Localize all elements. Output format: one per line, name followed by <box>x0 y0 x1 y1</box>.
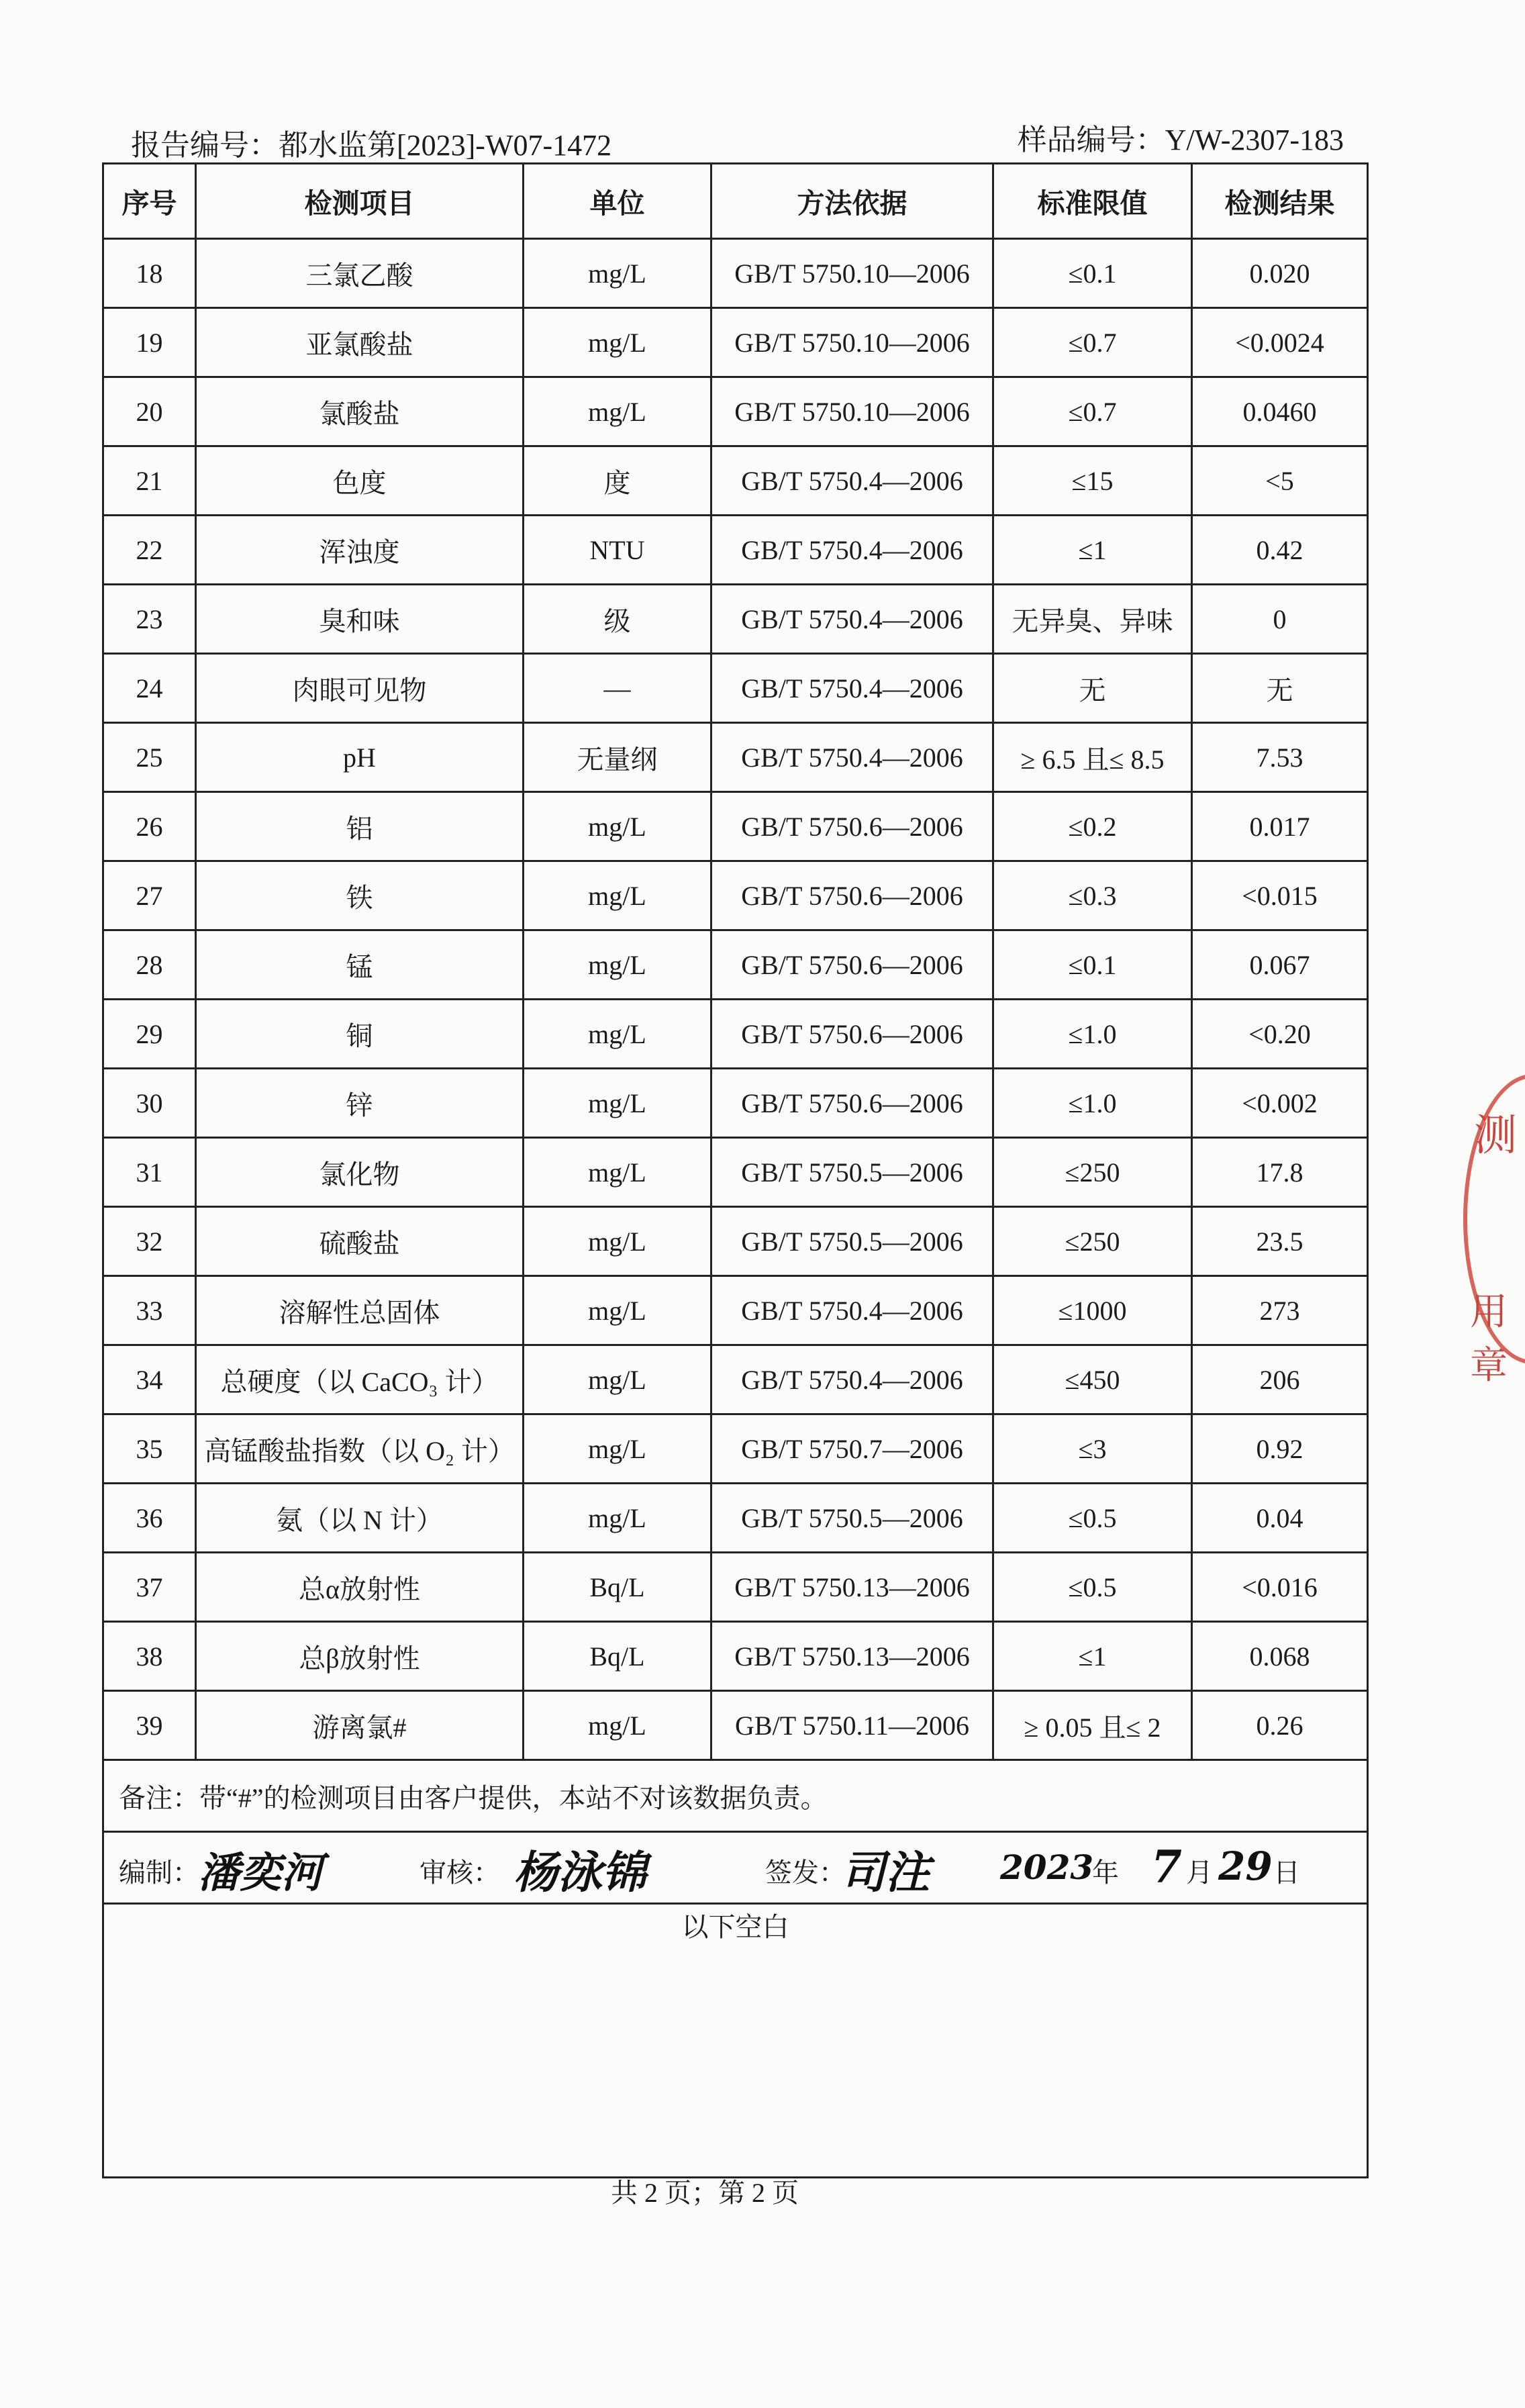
cell-item: 锰 <box>196 930 524 1000</box>
cell-item: 铜 <box>196 1000 524 1069</box>
cell-item: 浑浊度 <box>196 516 524 585</box>
table-row <box>103 1484 1368 1553</box>
cell-method: GB/T 5750.10—2006 <box>711 377 993 446</box>
cell-limit: ≤1000 <box>993 1276 1192 1345</box>
cell-result: <0.0024 <box>1192 308 1368 377</box>
cell-limit: 无异臭、异味 <box>993 585 1192 654</box>
cell-result: 17.8 <box>1192 1138 1368 1207</box>
cell-method: GB/T 5750.13—2006 <box>711 1553 993 1622</box>
table-row <box>103 1691 1368 1760</box>
table-row <box>103 446 1368 516</box>
cell-result: <0.002 <box>1192 1069 1368 1138</box>
table-row <box>103 792 1368 861</box>
cell-no: 18 <box>103 239 196 308</box>
cell-no: 25 <box>103 723 196 792</box>
cell-no: 26 <box>103 792 196 861</box>
cell-method: GB/T 5750.10—2006 <box>711 239 993 308</box>
cell-method: GB/T 5750.7—2006 <box>711 1414 993 1484</box>
cell-item: 锌 <box>196 1069 524 1138</box>
cell-method: GB/T 5750.6—2006 <box>711 861 993 930</box>
cell-unit: 度 <box>524 446 711 516</box>
table-row <box>103 861 1368 930</box>
cell-unit: mg/L <box>524 1000 711 1069</box>
table-row <box>103 1414 1368 1484</box>
cell-result: 206 <box>1192 1345 1368 1414</box>
sample-number: 样品编号：Y/W-2307-183 <box>1017 124 1344 156</box>
cell-unit: mg/L <box>524 861 711 930</box>
cell-result: 0.020 <box>1192 239 1368 308</box>
cell-result: 0.42 <box>1192 516 1368 585</box>
stamp-text-top: 测 <box>1474 1111 1517 1161</box>
cell-item: 高锰酸盐指数（以 O₂ 计） <box>196 1414 524 1484</box>
cell-item: pH <box>196 723 524 792</box>
cell-result: 0.068 <box>1192 1622 1368 1691</box>
cell-no: 34 <box>103 1345 196 1414</box>
date-month-suffix: 月 <box>1186 1858 1213 1888</box>
cell-limit: ≤0.7 <box>993 308 1192 377</box>
notes-row <box>103 1760 1368 1832</box>
reviewer-signature: 杨泳锦 <box>513 1846 646 1898</box>
cell-limit: 无 <box>993 654 1192 723</box>
cell-item: 氯酸盐 <box>196 377 524 446</box>
cell-limit: ≤1.0 <box>993 1000 1192 1069</box>
reviewer-label: 审核： <box>420 1858 500 1888</box>
cell-method: GB/T 5750.6—2006 <box>711 1069 993 1138</box>
cell-limit: ≤3 <box>993 1414 1192 1484</box>
cell-unit: mg/L <box>524 792 711 861</box>
cell-limit: ≥ 0.05 且≤ 2 <box>993 1691 1192 1760</box>
report-number: 报告编号：都水监第[2023]-W07-1472 <box>131 129 612 162</box>
cell-limit: ≤1 <box>993 516 1192 585</box>
cell-method: GB/T 5750.11—2006 <box>711 1691 993 1760</box>
col-header-item: 检测项目 <box>196 164 524 239</box>
cell-unit: mg/L <box>524 930 711 1000</box>
cell-method: GB/T 5750.4—2006 <box>711 654 993 723</box>
cell-method: GB/T 5750.4—2006 <box>711 516 993 585</box>
cell-result: 0.26 <box>1192 1691 1368 1760</box>
cell-item: 游离氯# <box>196 1691 524 1760</box>
cell-no: 19 <box>103 308 196 377</box>
table-row <box>103 239 1368 308</box>
cell-method: GB/T 5750.5—2006 <box>711 1207 993 1276</box>
cell-limit: ≤0.7 <box>993 377 1192 446</box>
cell-unit: mg/L <box>524 1276 711 1345</box>
cell-limit: ≤250 <box>993 1207 1192 1276</box>
cell-no: 32 <box>103 1207 196 1276</box>
cell-limit: ≤0.1 <box>993 239 1192 308</box>
signature-row <box>103 1832 1368 1904</box>
cell-result: 无 <box>1192 654 1368 723</box>
date-year-suffix: 年 <box>1092 1858 1119 1888</box>
cell-unit: mg/L <box>524 1345 711 1414</box>
cell-item: 总硬度（以 CaCO₃ 计） <box>196 1345 524 1414</box>
cell-no: 39 <box>103 1691 196 1760</box>
cell-item: 臭和味 <box>196 585 524 654</box>
cell-method: GB/T 5750.4—2006 <box>711 585 993 654</box>
col-header-no: 序号 <box>103 164 196 239</box>
table-row <box>103 377 1368 446</box>
cell-item: 硫酸盐 <box>196 1207 524 1276</box>
editor-signature: 潘奕河 <box>198 1848 324 1897</box>
cell-result: <0.015 <box>1192 861 1368 930</box>
cell-result: 7.53 <box>1192 723 1368 792</box>
table-row <box>103 1345 1368 1414</box>
table-row <box>103 516 1368 585</box>
cell-method: GB/T 5750.4—2006 <box>711 446 993 516</box>
cell-result: <0.20 <box>1192 1000 1368 1069</box>
cell-unit: — <box>524 654 711 723</box>
cell-method: GB/T 5750.4—2006 <box>711 1276 993 1345</box>
table-row <box>103 1207 1368 1276</box>
cell-unit: mg/L <box>524 377 711 446</box>
cell-no: 31 <box>103 1138 196 1207</box>
cell-no: 23 <box>103 585 196 654</box>
cell-no: 27 <box>103 861 196 930</box>
cell-no: 35 <box>103 1414 196 1484</box>
cell-no: 22 <box>103 516 196 585</box>
cell-limit: ≤0.2 <box>993 792 1192 861</box>
cell-result: 273 <box>1192 1276 1368 1345</box>
stamp-text-bottom: 用章 <box>1470 1290 1508 1388</box>
date-day-suffix: 日 <box>1273 1858 1300 1888</box>
page-footer: 共 2 页；第 2 页 <box>611 2178 799 2208</box>
cell-unit: mg/L <box>524 308 711 377</box>
cell-method: GB/T 5750.10—2006 <box>711 308 993 377</box>
table-row <box>103 723 1368 792</box>
table-row <box>103 308 1368 377</box>
cell-result: 23.5 <box>1192 1207 1368 1276</box>
date-day: 29 <box>1218 1843 1273 1889</box>
cell-limit: ≤0.5 <box>993 1484 1192 1553</box>
cell-unit: mg/L <box>524 1207 711 1276</box>
cell-item: 三氯乙酸 <box>196 239 524 308</box>
approver-signature: 司注 <box>841 1846 930 1898</box>
table-row <box>103 1276 1368 1345</box>
cell-unit: Bq/L <box>524 1553 711 1622</box>
cell-limit: ≤15 <box>993 446 1192 516</box>
blank-cell <box>103 1904 1368 2178</box>
col-header-unit: 单位 <box>524 164 711 239</box>
col-header-result: 检测结果 <box>1192 164 1368 239</box>
col-header-limit: 标准限值 <box>993 164 1192 239</box>
cell-no: 38 <box>103 1622 196 1691</box>
blank-row <box>103 1904 1368 2178</box>
cell-method: GB/T 5750.5—2006 <box>711 1484 993 1553</box>
cell-unit: mg/L <box>524 239 711 308</box>
cell-item: 铝 <box>196 792 524 861</box>
cell-item: 铁 <box>196 861 524 930</box>
cell-item: 氨（以 N 计） <box>196 1484 524 1553</box>
cell-result: <0.016 <box>1192 1553 1368 1622</box>
cell-item: 氯化物 <box>196 1138 524 1207</box>
cell-result: 0.0460 <box>1192 377 1368 446</box>
cell-unit: 级 <box>524 585 711 654</box>
test-results-table <box>102 162 1369 2178</box>
cell-no: 24 <box>103 654 196 723</box>
signature-cell <box>103 1832 1368 1904</box>
cell-limit: ≥ 6.5 且≤ 8.5 <box>993 723 1192 792</box>
cell-unit: NTU <box>524 516 711 585</box>
cell-no: 36 <box>103 1484 196 1553</box>
cell-result: 0.067 <box>1192 930 1368 1000</box>
table-row <box>103 1069 1368 1138</box>
table-row <box>103 1553 1368 1622</box>
cell-limit: ≤1 <box>993 1622 1192 1691</box>
cell-unit: mg/L <box>524 1691 711 1760</box>
cell-item: 色度 <box>196 446 524 516</box>
cell-no: 37 <box>103 1553 196 1622</box>
table-header-row <box>103 164 1368 239</box>
cell-limit: ≤250 <box>993 1138 1192 1207</box>
cell-method: GB/T 5750.6—2006 <box>711 1000 993 1069</box>
cell-unit: Bq/L <box>524 1622 711 1691</box>
cell-method: GB/T 5750.4—2006 <box>711 723 993 792</box>
cell-result: 0.92 <box>1192 1414 1368 1484</box>
table-row <box>103 1138 1368 1207</box>
cell-item: 总α放射性 <box>196 1553 524 1622</box>
editor-label: 编制： <box>119 1858 199 1888</box>
table-row <box>103 654 1368 723</box>
date-year: 2023 <box>1000 1847 1094 1887</box>
cell-item: 溶解性总固体 <box>196 1276 524 1345</box>
cell-unit: mg/L <box>524 1069 711 1138</box>
cell-no: 28 <box>103 930 196 1000</box>
table-row <box>103 1000 1368 1069</box>
table-row <box>103 1622 1368 1691</box>
cell-item: 亚氯酸盐 <box>196 308 524 377</box>
cell-method: GB/T 5750.5—2006 <box>711 1138 993 1207</box>
notes-text: 备注：带“#”的检测项目由客户提供，本站不对该数据负责。 <box>103 1760 1368 1832</box>
cell-limit: ≤0.3 <box>993 861 1192 930</box>
cell-result: 0.017 <box>1192 792 1368 861</box>
cell-unit: mg/L <box>524 1484 711 1553</box>
cell-result: 0 <box>1192 585 1368 654</box>
cell-method: GB/T 5750.6—2006 <box>711 792 993 861</box>
cell-result: <5 <box>1192 446 1368 516</box>
cell-item: 肉眼可见物 <box>196 654 524 723</box>
blank-below-text: 以下空白 <box>681 1912 789 1942</box>
cell-unit: mg/L <box>524 1138 711 1207</box>
col-header-method: 方法依据 <box>711 164 993 239</box>
cell-unit: 无量纲 <box>524 723 711 792</box>
cell-limit: ≤450 <box>993 1345 1192 1414</box>
cell-no: 33 <box>103 1276 196 1345</box>
cell-no: 30 <box>103 1069 196 1138</box>
cell-no: 29 <box>103 1000 196 1069</box>
cell-no: 20 <box>103 377 196 446</box>
cell-limit: ≤0.5 <box>993 1553 1192 1622</box>
cell-method: GB/T 5750.13—2006 <box>711 1622 993 1691</box>
cell-item: 总β放射性 <box>196 1622 524 1691</box>
cell-no: 21 <box>103 446 196 516</box>
date-month: 7 <box>1151 1841 1182 1893</box>
table-row <box>103 585 1368 654</box>
table-row <box>103 930 1368 1000</box>
cell-limit: ≤1.0 <box>993 1069 1192 1138</box>
cell-limit: ≤0.1 <box>993 930 1192 1000</box>
approver-label: 签发： <box>765 1858 846 1888</box>
cell-result: 0.04 <box>1192 1484 1368 1553</box>
cell-unit: mg/L <box>524 1414 711 1484</box>
cell-method: GB/T 5750.6—2006 <box>711 930 993 1000</box>
cell-method: GB/T 5750.4—2006 <box>711 1345 993 1414</box>
